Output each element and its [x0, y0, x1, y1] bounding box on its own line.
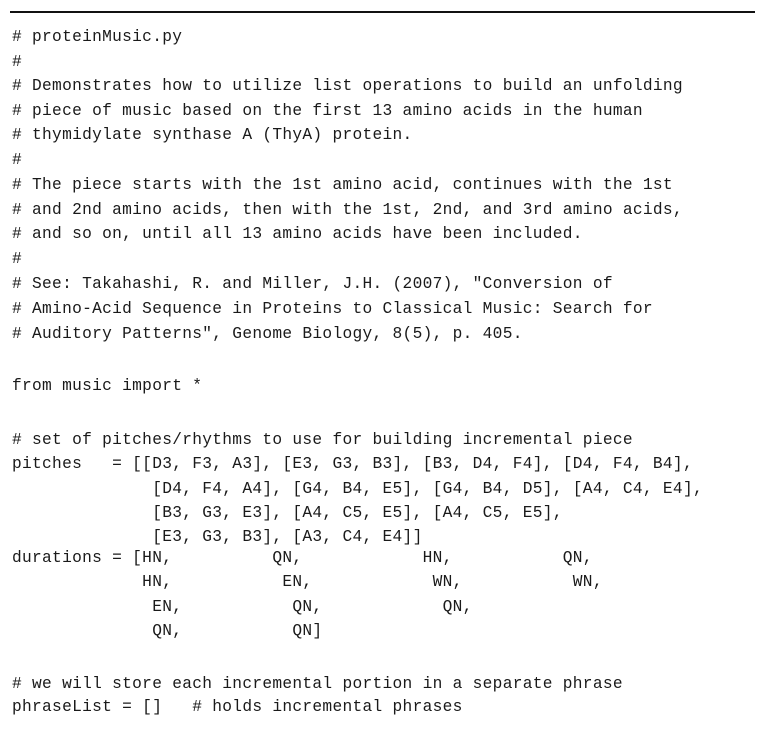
comment-line: # thymidylate synthase A (ThyA) protein.: [12, 126, 413, 144]
comment-line: # we will store each incremental portion in a separate phrase: [12, 675, 623, 693]
phraselist-assignment: phraseList = [] # holds incremental phrases: [12, 698, 463, 716]
comment-line: # and so on, until all 13 amino acids have been included.: [12, 225, 583, 243]
pitches-continuation: [B3, G3, E3], [A4, C5, E5], [A4, C5, E5],: [12, 504, 563, 522]
comment-line: #: [12, 151, 23, 169]
durations-continuation: QN, QN]: [12, 622, 323, 640]
pitches-continuation: [D4, F4, A4], [G4, B4, E5], [G4, B4, D5], [A4, C4, E4],: [12, 480, 703, 498]
pitches-continuation: [E3, G3, B3], [A3, C4, E4]]: [12, 528, 423, 546]
durations-assignment: durations = [HN, QN, HN, QN,: [12, 549, 593, 567]
durations-continuation: HN, EN, WN, WN,: [12, 573, 603, 591]
comment-line: # proteinMusic.py: [12, 28, 183, 46]
code-listing: [12, 0, 703, 716]
comment-line: # Demonstrates how to utilize list operations to build an unfolding: [12, 77, 683, 95]
comment-line: # set of pitches/rhythms to use for building incremental piece: [12, 431, 633, 449]
comment-line: # Amino-Acid Sequence in Proteins to Classical Music: Search for: [12, 300, 653, 318]
comment-line: # and 2nd amino acids, then with the 1st, 2nd, and 3rd amino acids,: [12, 201, 683, 219]
comment-line: # The piece starts with the 1st amino acid, continues with the 1st: [12, 176, 673, 194]
durations-continuation: EN, QN, QN,: [12, 598, 473, 616]
import-statement: from music import *: [12, 377, 203, 395]
comment-line: #: [12, 250, 23, 268]
top-rule: [10, 11, 755, 13]
comment-line: # piece of music based on the first 13 amino acids in the human: [12, 102, 643, 120]
comment-line: # Auditory Patterns", Genome Biology, 8(5), p. 405.: [12, 325, 523, 343]
comment-line: # See: Takahashi, R. and Miller, J.H. (2007), "Conversion of: [12, 275, 613, 293]
comment-line: #: [12, 53, 23, 71]
pitches-assignment: pitches = [[D3, F3, A3], [E3, G3, B3], [B3, D4, F4], [D4, F4, B4],: [12, 455, 693, 473]
